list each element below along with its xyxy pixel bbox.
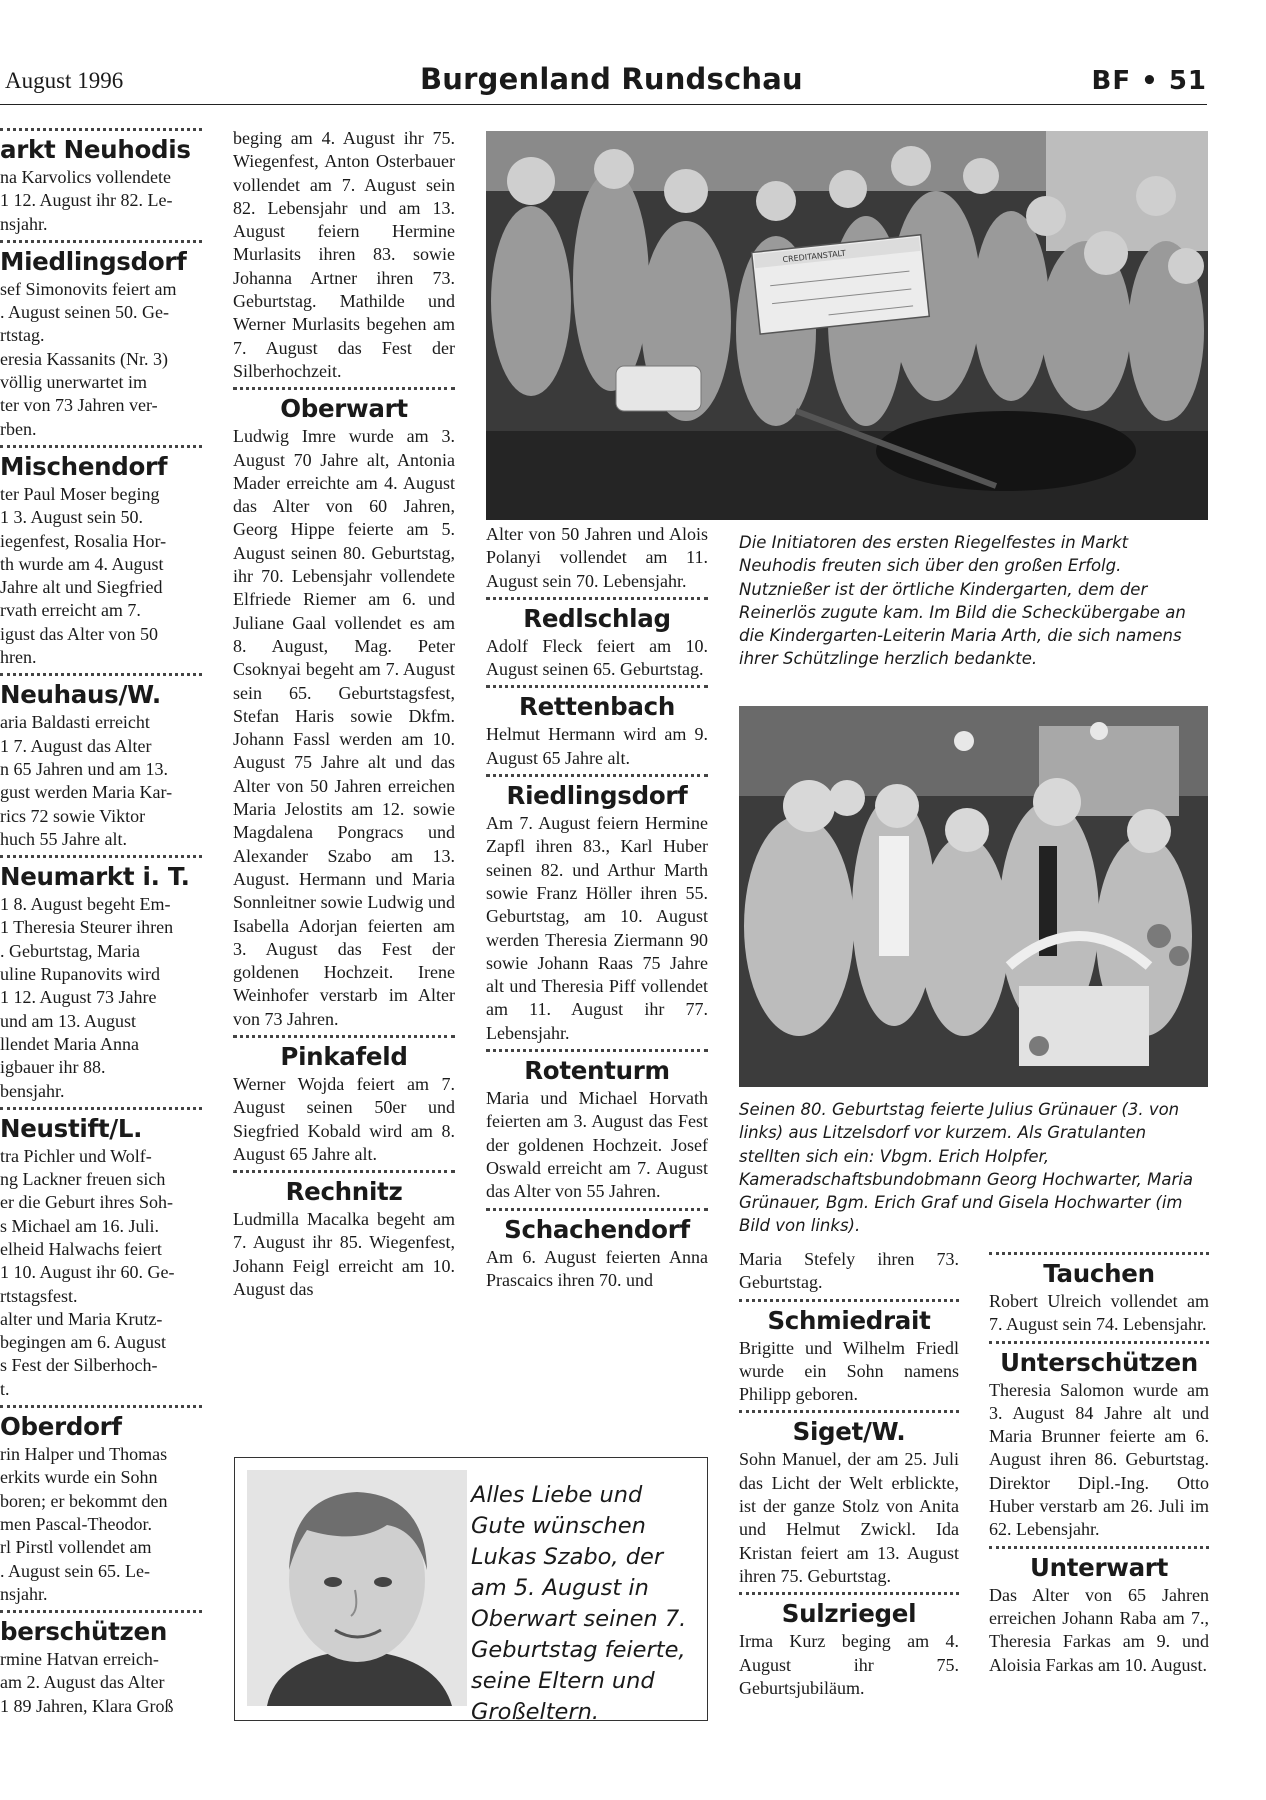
section-text: Sohn Manuel, der am 25. Juli das Licht der Welt erblickte, ist der ganze Stolz von Anita und Helmut Zwickl. Ida Kristan feiert am 13. August ihren 75. Geburtstag. [739, 1449, 959, 1586]
photo-birthday-grunauer-caption: Seinen 80. Geburtstag feierte Julius Grünauer (3. von links) aus Litzelsdorf vor kurzem. Als Gratulanten stellten sich ein: Vbgm. Erich Holpfer, Kameradschaftsbundobmann Georg Hochwarter, Maria Grünauer, Bgm. Erich Graf und Gisela Hochwarter (im Bild von links). [739, 1100, 1193, 1236]
section-title: Unterwart [1029, 1552, 1168, 1582]
dotted-separator [486, 774, 708, 777]
section-line: 1 3. August sein 50. [0, 507, 144, 528]
section-text: Werner Wojda feiert am 7. August seinen 50er und Siegfried Kobald wird am 8. August 65 Jahre alt. [233, 1073, 455, 1164]
column-3 [486, 523, 708, 1292]
section-schmiedrait [739, 1305, 959, 1407]
section-line: rvath erreicht am 7. [0, 600, 141, 621]
section-line: nsjahr. [0, 213, 48, 234]
section-neustift [0, 1113, 202, 1401]
section-text: Theresia Salomon wurde am 3. August 84 Jahre alt und Maria Brunner feierte am 6. August ihren 86. Geburtstag. Direktor Dipl.-Ing. Otto Huber verstarb am 26. Juli im 62. Lebensjahr. [989, 1379, 1209, 1540]
section-neumarkt [0, 861, 202, 1103]
newspaper-title: Burgenland Rundschau [420, 62, 803, 96]
section-title: Rettenbach [519, 692, 675, 722]
section-line: eresia Kassanits (Nr. 3) [0, 348, 168, 369]
section-text: Brigitte und Wilhelm Friedl wurde ein Sohn namens Philipp geboren. [739, 1337, 959, 1405]
section-riedlingsdorf [486, 780, 708, 1045]
section-line: elheid Halwachs feiert [0, 1238, 162, 1259]
section-title: Oberdorf [0, 1412, 122, 1442]
section-pinkafeld [233, 1041, 455, 1166]
section-unterwart [989, 1552, 1209, 1677]
page-number: BF • 51 [1091, 66, 1207, 96]
section-title: Pinkafeld [280, 1041, 408, 1071]
child-portrait [247, 1470, 467, 1706]
section-line: aria Baldasti erreicht [0, 712, 150, 733]
section-line: 1 12. August ihr 82. Le- [0, 190, 173, 211]
section-line: bensjahr. [0, 1080, 65, 1101]
section-text: Maria Stefely ihren 73. Geburtstag. [739, 1249, 959, 1293]
dotted-separator [739, 1592, 959, 1595]
section-line: rtstagsfest. [0, 1285, 78, 1306]
section-line: 1 10. August ihr 60. Ge- [0, 1262, 175, 1283]
section-title: Riedlingsdorf [506, 781, 688, 811]
section-title: Rechnitz [285, 1177, 403, 1207]
photo-birthday-grunauer [739, 706, 1208, 1087]
section-line: . Geburtstag, Maria [0, 940, 140, 961]
section-title: Oberwart [280, 394, 408, 424]
section-line: n 65 Jahren und am 13. [0, 758, 168, 779]
section-rechnitz-cont [486, 523, 708, 593]
section-line: boren; er bekommt den [0, 1490, 168, 1511]
section-line: erkits wurde ein Sohn [0, 1467, 158, 1488]
column-2 [233, 127, 455, 1301]
section-text: beging am 4. August ihr 75. Wiegenfest, Anton Osterbauer vollendet am 7. August sein 82. Lebensjahr und am 13. August feiern Hermine Murlasits ihren 83. sowie Johanna Artner ihren 73. Geburtstag. Mathilde und Werner Murlasits begehen am 7. August das Fest der Silberhochzeit. [233, 128, 455, 381]
section-oberwart [233, 393, 455, 1031]
section-title: Schmiedrait [767, 1305, 931, 1335]
section-title: Redlschlag [523, 603, 671, 633]
section-title: Sulzriegel [781, 1599, 917, 1629]
section-redlschlag [486, 603, 708, 682]
section-title: Neuhaus/W. [0, 680, 161, 710]
section-line: 1 Theresia Steurer ihren [0, 917, 174, 938]
section-line: und am 13. August [0, 1010, 137, 1031]
dotted-separator [0, 855, 202, 858]
section-title: Miedlingsdorf [0, 246, 187, 276]
column-5 [989, 1248, 1209, 1677]
section-line: begingen am 6. August [0, 1332, 166, 1353]
section-oberschuetzen-cont [233, 127, 455, 383]
section-line: iegenfest, Rosalia Hor- [0, 530, 167, 551]
issue-date: August 1996 [5, 68, 124, 93]
dotted-separator [486, 1049, 708, 1052]
section-title: berschützen [0, 1617, 167, 1647]
section-line: th wurde am 4. August [0, 553, 164, 574]
section-line: 1 89 Jahren, Klara Groß [0, 1695, 174, 1716]
section-siget [739, 1416, 959, 1588]
section-line: s Fest der Silberhoch- [0, 1355, 158, 1376]
section-title: Siget/W. [792, 1417, 906, 1447]
dotted-separator [739, 1299, 959, 1302]
section-line: er die Geburt ihres Soh- [0, 1192, 173, 1213]
dotted-separator [0, 1610, 202, 1613]
dotted-separator [0, 673, 202, 676]
dotted-separator [486, 685, 708, 688]
section-line: . August sein 65. Le- [0, 1560, 150, 1581]
section-line: Jahre alt und Siegfried [0, 577, 163, 598]
section-text: Am 6. August feierten Anna Prascaics ihren 70. und [486, 1246, 708, 1290]
section-rettenbach [486, 691, 708, 770]
section-miedlingsdorf [0, 246, 202, 441]
section-line: na Karvolics vollendete [0, 167, 171, 187]
section-markt-neuhodis [0, 134, 202, 236]
section-text: Adolf Fleck feiert am 10. August seinen 65. Geburtstag. [486, 635, 708, 680]
section-line: rtstag. [0, 325, 45, 346]
section-line: uline Rupanovits wird [0, 964, 160, 985]
dotted-separator [0, 445, 202, 448]
dotted-separator [233, 387, 455, 390]
section-line: llendet Maria Anna [0, 1033, 139, 1054]
section-title: Rotenturm [524, 1056, 670, 1086]
section-title: Mischendorf [0, 451, 168, 481]
section-title: Unterschützen [1000, 1347, 1198, 1377]
section-title: Tauchen [1043, 1259, 1155, 1288]
section-title: Neumarkt i. T. [0, 862, 190, 892]
section-line: igbauer ihr 88. [0, 1057, 106, 1078]
section-title: arkt Neuhodis [0, 135, 191, 164]
section-text: Am 7. August feiern Hermine Zapfl ihren 83., Karl Huber seinen 82. und Arthur Marth sowie Franz Höller ihren 55. Geburtstag, am 10. August werden Theresia Ziermann 90 sowie Johann Raas 75 Jahre alt und Theresia Piff vollendet am 11. August ihr 77. Lebensjahr. [486, 813, 708, 1043]
section-line: 1 7. August das Alter [0, 735, 152, 756]
section-line: s Michael am 16. Juli. [0, 1215, 159, 1236]
column-4 [739, 1248, 959, 1700]
section-oberdorf [0, 1411, 202, 1606]
dotted-separator [0, 1107, 202, 1110]
section-line: tra Pichler und Wolf- [0, 1145, 152, 1166]
section-schachendorf [486, 1214, 708, 1293]
dotted-separator [0, 128, 202, 131]
section-line: rl Pirstl vollendet am [0, 1537, 152, 1558]
section-text: Alter von 50 Jahren und Alois Polanyi vollendet am 11. August sein 70. Lebensjahr. [486, 524, 708, 591]
section-sulzriegel [739, 1598, 959, 1700]
birthday-wish-box [234, 1457, 708, 1725]
page-header [0, 60, 1207, 105]
section-line: men Pascal-Theodor. [0, 1513, 152, 1534]
dotted-separator [989, 1341, 1209, 1344]
photo-cheque-handover-caption: Die Initiatoren des ersten Riegelfestes in Markt Neuhodis freuten sich über den großen Erfolg. Nutznießer ist der örtliche Kindergarten, dem der Reinerlös zugute kam. Im Bild die Scheckübergabe an die Kindergarten-Leiterin Maria Arth, die sich namens ihrer Schützlinge herzlich bedankte. [739, 533, 1186, 669]
section-schachendorf-cont [739, 1248, 959, 1295]
photo-cheque-handover-image [486, 131, 1208, 520]
section-line: rin Halper und Thomas [0, 1444, 168, 1465]
dotted-separator [486, 597, 708, 600]
section-mischendorf [0, 451, 202, 669]
section-line: . August seinen 50. Ge- [0, 302, 169, 323]
dotted-separator [739, 1410, 959, 1413]
section-line: igust das Alter von 50 [0, 623, 158, 644]
section-line: nsjahr. [0, 1583, 48, 1604]
section-text: Maria und Michael Horvath feierten am 3. August das Fest der goldenen Hochzeit. Josef Oswald erreicht am 7. August das Alter von 55 Jahren. [486, 1088, 708, 1202]
photo-cheque-handover [486, 131, 1208, 520]
section-text: Ludmilla Macalka begeht am 7. August ihr 85. Wiegenfest, Johann Feigl erreicht am 10. August das [233, 1209, 455, 1300]
section-rotenturm [486, 1055, 708, 1203]
section-line: t. [0, 1378, 10, 1399]
child-portrait-image [247, 1470, 467, 1706]
dotted-separator [233, 1035, 455, 1038]
section-line: rben. [0, 418, 37, 439]
section-line: 1 12. August 73 Jahre [0, 987, 157, 1008]
dotted-separator [486, 1208, 708, 1211]
section-line: ter von 73 Jahren ver- [0, 395, 158, 416]
section-text: Helmut Hermann wird am 9. August 65 Jahre alt. [486, 724, 708, 768]
dotted-separator [989, 1546, 1209, 1549]
section-title: Schachendorf [504, 1214, 690, 1244]
photo-birthday-grunauer-image [739, 706, 1208, 1087]
section-line: alter und Maria Krutz- [0, 1308, 163, 1329]
section-rechnitz [233, 1176, 455, 1301]
section-line: gust werden Maria Kar- [0, 782, 173, 803]
section-line: sef Simonovits feiert am [0, 278, 177, 299]
dotted-separator [0, 240, 202, 243]
section-unterschuetzen [989, 1347, 1209, 1542]
section-title: Neustift/L. [0, 1113, 143, 1143]
section-text: Das Alter von 65 Jahren erreichen Johann Raba am 7., Theresia Farkas am 9. und Aloisia Farkas am 10. August. [989, 1584, 1209, 1675]
section-line: hren. [0, 647, 37, 668]
section-line: am 2. August das Alter [0, 1672, 165, 1693]
section-line: rics 72 sowie Viktor [0, 805, 146, 826]
dotted-separator [989, 1252, 1209, 1255]
section-line: huch 55 Jahre alt. [0, 828, 127, 849]
section-line: rmine Hatvan erreich- [0, 1649, 159, 1670]
cheque-bank-name: CREDITANSTALT [782, 248, 847, 265]
birthday-wish-message: Alles Liebe und Gute wünschen Lukas Szabo, der am 5. August in Oberwart seinen 7. Geburtstag feierte, seine Eltern und Großeltern. [471, 1482, 687, 1725]
section-tauchen [989, 1258, 1209, 1337]
section-text: Ludwig Imre wurde am 3. August 70 Jahre alt, Antonia Mader erreichte am 4. August das Alter von 60 Jahren, Georg Hippe feierte am 5. August seinen 80. Geburtstag, ihr 70. Lebensjahr vollendete Elfriede Riemer am 6. und Juliane Gaal vollendet es am 8. August, Mag. Peter Csoknyai begeht am 7. August sein 65. Geburtstagsfest, Stefan Haris sowie Dkfm. Johann Fassl werden am 10. August 75 Jahre alt und das Alter von 50 Jahren erreichen Maria Jelostits am 12. sowie Magdalena Pongracs und Alexander Szabo am 13. August. Hermann und Maria Sonnleitner sowie Ludwig und Isabella Adorjan feierten am 3. August das Fest der goldenen Hochzeit. Irene Weinhofer verstarb im Alter von 73 Jahren. [233, 426, 455, 1029]
column-1 [0, 124, 202, 1718]
section-line: ng Lackner freuen sich [0, 1169, 166, 1190]
section-text: Irma Kurz beging am 4. August ihr 75. Geburtsjubiläum. [739, 1631, 959, 1698]
section-line: ter Paul Moser beging [0, 483, 160, 504]
section-neuhaus [0, 679, 202, 851]
section-line: völlig unerwartet im [0, 372, 147, 393]
dotted-separator [0, 1405, 202, 1408]
section-text: Robert Ulreich vollendet am 7. August sein 74. Lebensjahr. [989, 1291, 1209, 1335]
dotted-separator [233, 1170, 455, 1173]
section-line: 1 8. August begeht Em- [0, 894, 171, 915]
section-oberschuetzen [0, 1616, 202, 1718]
